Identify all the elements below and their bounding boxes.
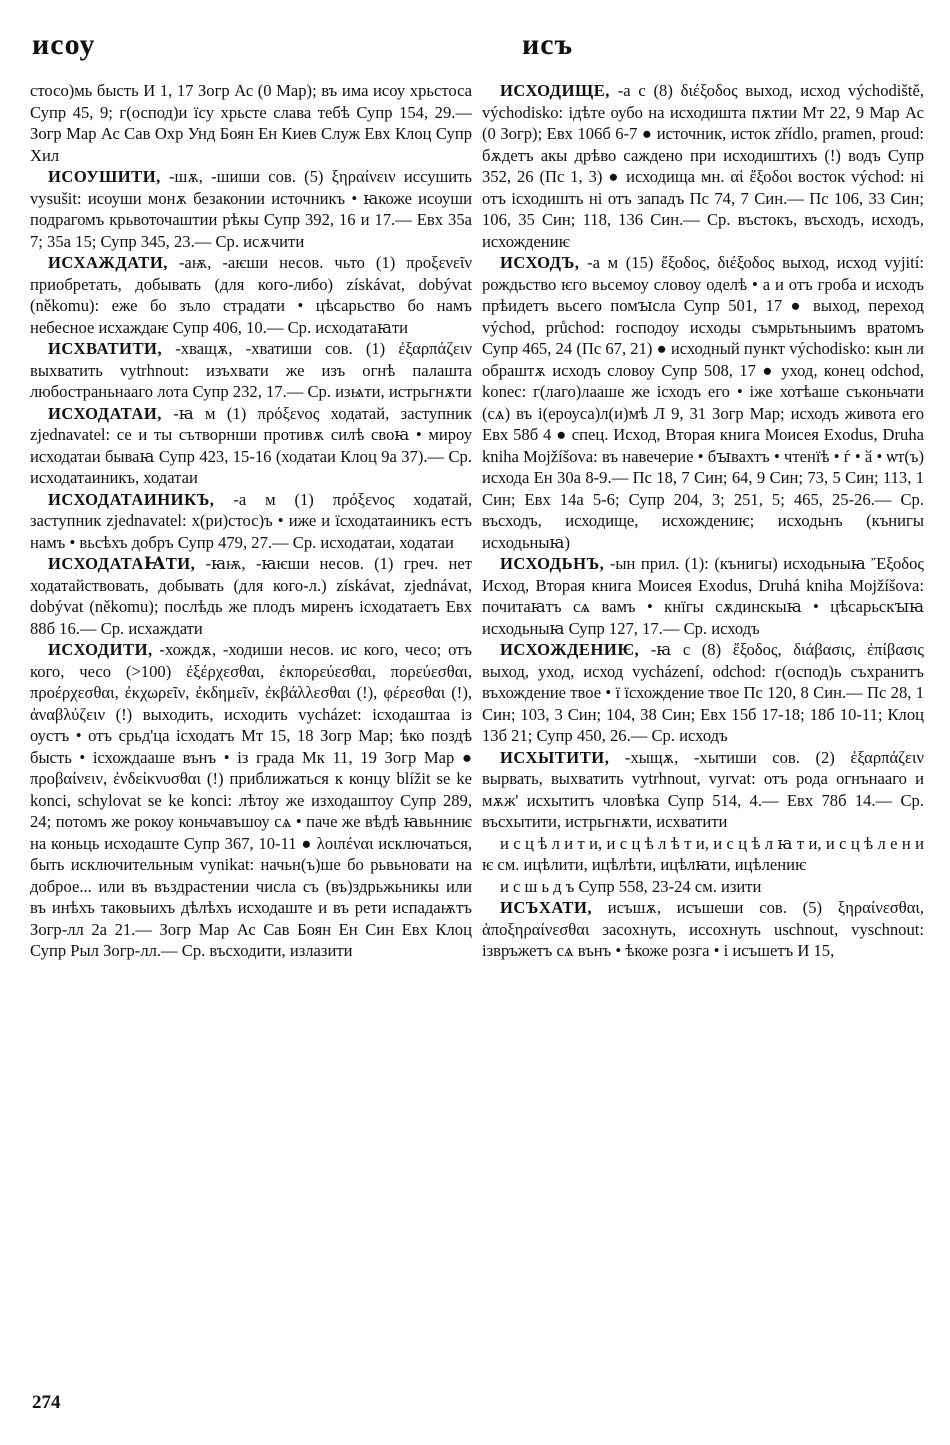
dictionary-entry xyxy=(482,252,924,553)
headword: ИСХОДИЩЕ, xyxy=(500,81,610,100)
entry-text: -хыщѫ, -хытиши сов. (2) ἐξαρπάζειν вырвать, выхватить vytrhnout, vyrvat: отъ рода огнънааго и мѫж' исхытитъ чловѣка Супр 514, 4.— Евх 78б 14.— Ср. въсхытити, истрьгнѫти, исхватити xyxy=(482,747,924,831)
entry-text: -ꙗ с (8) ἔξοδος, διάβασις, ἐπίβασις выход, уход, исход vycházení, odchod: г(оспод)ь съхранитъ въхождение твое • ї їсхождение твое Пс 120, 8 Син.— Пс 28, 1 Син; 103, 3 Син; 104, 38 Син; Евх 15б 17-18; 18б 10-11; Клоц 13б 21; Супр 450, 26.— Ср. исходъ xyxy=(482,640,924,745)
right-column xyxy=(482,80,924,962)
page-number: 274 xyxy=(32,1392,61,1413)
headword: ИСХЫТИТИ, xyxy=(500,747,610,767)
headword: ИСХОДАТАИНИКЪ, xyxy=(48,489,215,509)
entry-text: -а с (8) διέξοδος выход, исход východiště, východisko: ідѣте оубо на исходишта пѫтии Мт 22, 9 Мар Ас (0 Зогр); Евх 106б 6-7 ● источник, исток zřídlo, pramen, proud: бѫдетъ акы дрѣво саждено при исходиштихъ (!) водъ Супр 352, 26 (Пс 1, 3) ● исходища мн. αἱ ἔξοδοι восток východ: ні отъ ісходишть ні отъ западъ Пс 74, 7 Син.— Пс 106, 33 Син; 106, 35 Син; 118, 136 Син.— Ср. въстокъ, въсходъ, исходъ, исхождениѥ xyxy=(482,81,924,251)
left-column xyxy=(30,80,472,962)
headword: ИСОУШИТИ, xyxy=(48,167,161,186)
dictionary-entry xyxy=(482,876,924,898)
entry-text: -шѫ, -шиши сов. (5) ξηραίνειν иссушить vysušit: исоуши монѫ безаконии источникъ • ꙗкоже исоуши подрагомъ крьвоточаштии рѣкы Супр 392, 16 и 17.— Евх 35а 7; 35а 15; Супр 345, 23.— Ср. исѫчити xyxy=(30,167,472,251)
entry-text: и с ш ь д ъ Супр 558, 23-24 см. изити xyxy=(500,876,762,896)
entry-text: -а м (1) πρόξενος ходатай, заступник zjednavatel: х(ри)стос)ъ • иже и їсходатаиникъ естъ намъ • вьсѣхъ добръ Супр 479, 27.— Ср. исходатаи, ходатаи xyxy=(30,489,472,552)
dictionary-entry xyxy=(30,338,472,403)
dictionary-entry xyxy=(482,897,924,962)
dictionary-entry xyxy=(30,403,472,489)
headword: ИСХОДАТАИ, xyxy=(48,403,162,423)
running-head-left: исоу xyxy=(32,28,96,61)
headword: ИСХОДЬНЪ, xyxy=(500,554,605,573)
entry-text: и с ц ѣ л и т и, и с ц ѣ л ѣ т и, и с ц ѣ л ꙗ т и, и с ц ѣ л е н и ѥ см. ицѣлити, ицѣлѣти, ицѣлꙗти, ицѣлениѥ xyxy=(482,833,924,874)
entry-text: -ын прил. (1): (кънигы) исходьныꙗ Ἔξοδος Исход, Вторая книга Моисея Exodus, Druhá kniha Mojžíšova: почитаꙗтъ сѧ вамъ • кнїгы сѫдинскыꙗ • цѣсарьскꙑꙗ исходьныꙗ Супр 127, 17.— Ср. исходъ xyxy=(482,554,924,638)
headword: ИСХОДАТАꙖТИ, xyxy=(48,554,196,573)
entry-text: -ꙗѭ, -ꙗѥши несов. (1) греч. нет ходатайствовать, добывать (для кого-л.) získávat, zjednávat, dobývat (někomu); послѣдь же плодъ миренъ ісходатаетъ Евх 88б 16.— Ср. исхаждати xyxy=(30,554,472,638)
entry-text: -аѭ, -аѥши несов. чьто (1) προξενεῖν приобретать, добывать (для кого-либо) získávat, dobývat (někomu): еже бо зъло страдати • цѣсарьство бо намъ небесное исхаждаѥ Супр 406, 10.— Ср. исходатаꙗти xyxy=(30,253,472,337)
dictionary-entry xyxy=(30,166,472,252)
headword: ИСХОЖДЕНИѤ, xyxy=(500,640,640,659)
dictionary-entry xyxy=(30,252,472,338)
headword: ИСХАЖДАТИ, xyxy=(48,253,168,272)
entry-text: исъшѫ, исъшеши сов. (5) ξηραίνεσθαι, ἀποξηραίνεσθαι засохнуть, иссохнуть uschnout, vyschnout: ізвръжетъ сѧ вънъ • ѣкоже розга • і исъшетъ И 15, xyxy=(482,898,924,960)
headword: ИСХВАТИТИ, xyxy=(48,339,163,358)
dictionary-entry xyxy=(482,80,924,252)
entry-text: стосо)мь бысть И 1, 17 Зогр Ас (0 Мар); въ има исоу хрьстоса Супр 45, 9; г(оспод)и їсу хрьсте слава тебѣ Супр 154, 29.— Зогр Мар Ас Сав Охр Унд Боян Ен Киев Служ Евх Клоц Супр Хил xyxy=(30,81,472,165)
headword: ИСХОДИТИ, xyxy=(48,640,153,659)
dictionary-entry xyxy=(30,489,472,554)
dictionary-entry xyxy=(30,639,472,962)
entry-text: -а м (15) ἔξοδος, διέξοδος выход, исход vyjití: рождьство ѥго вьсемоу словоу оделѣ • а и отъ гроба и исходъ прѣидетъ вьсего помꙑсла Супр 501, 17 ● выход, переход východ, průchod: господоу исходы съмрьтьныимъ вратомъ Супр 465, 24 (Пс 67, 21) ● исходный пункт východisko: кын ли обраштѫ исходъ словоу Супр 508, 17 ● уход, конец odchod, konec: г(лаго)лааше же ісходъ его • іже хотѣаше съконьчати (сѧ) въ і(ероуса)л(и)мѣ Л 9, 31 Зогр Мар; исходъ живота его Евх 58б 4 ● спец. Исход, Вторая книга Моисея Exodus, Druha kniha Mojžíšova: въ навечерие • бꙑвахтъ • чтенїѣ • ѓ • ӑ • ѡт(ъ) исхода Ен 30а 8-9.— Пс 18, 7 Син; 64, 9 Син; 73, 5 Син; 113, 1 Син; Евх 14а 5-6; Супр 204, 3; 251, 5; 465, 25-26.— Ср. въсходъ, исходище, исхождениѥ; исходьнъ (кънигы исходьныꙗ) xyxy=(482,253,924,552)
dictionary-entry xyxy=(30,80,472,166)
entry-text: -хождѫ, -ходиши несов. ис кого, чесо; отъ кого, чесо (>100) ἐξέρχεσθαι, ἐκπορεύεσθαι, πορεύεσθαι, προέρχεσθαι, ἐκχωρεῖν, ἐκδημεῖν, ἐκβάλλεσθαι (!), φέρεσθαι (!), ἀναβλύζειν (!) выходить, исходить vycházet: ісходаштаа із оустъ • отъ срьд'ца ісходатъ Мт 15, 18 Зогр Мар; ѣко поздѣ бысть • ісхождааше вънъ • із града Мк 11, 19 Зогр Мар ● προβαίνειν, ἐνδείκνυσθαι (!) приближаться к концу blížit se ke konci, schylovat se ke konci: лѣтоу же изходаштоу Супр 289, 24; потомъ же рокоу коньчавъшоу сѧ • паче же вѣдѣ ꙗвьнниѥ на коньць исходаште Супр 367, 10-11 ● λοιπέναι исключаться, быть исключительным vynikat: начьн(ъ)ше бо рьвьновати на доброе... или въ въздрастении числа съ (въ)здрьжьникы или въ инѣхъ таковыихъ дѣлѣхъ исходаште и въ рети испадаѭтъ Зогр-лл 2а 21.— Зогр Мар Ас Сав Боян Ен Син Евх Клоц Супр Рыл Зогр-лл.— Ср. въсходити, излазити xyxy=(30,640,472,960)
entry-text: -хващѫ, -хватиши сов. (1) ἐξαρπάζειν выхватить vytrhnout: изъхвати же изъ огнѣ палашта любостраньнааго лота Супр 232, 17.— Ср. изѩти, истрьгнѫти xyxy=(30,339,472,401)
dictionary-entry xyxy=(482,747,924,833)
dictionary-entry xyxy=(482,833,924,876)
dictionary-entry xyxy=(482,639,924,747)
entry-text: -ꙗ м (1) πρόξενος ходатай, заступник zjednavatel: се и ты сътворнши противѫ силѣ своꙗ • мироу исходатаи бываꙗ Супр 423, 15-16 (ходатаи Клоц 9а 37).— Ср. исходатаиникъ, ходатаи xyxy=(30,403,472,487)
headword: ИСХОДЪ, xyxy=(500,253,580,272)
running-head-right: исъ xyxy=(522,28,574,61)
dictionary-entry xyxy=(482,553,924,639)
dictionary-entry xyxy=(30,553,472,639)
headword: ИСЪХАТИ, xyxy=(500,898,592,917)
